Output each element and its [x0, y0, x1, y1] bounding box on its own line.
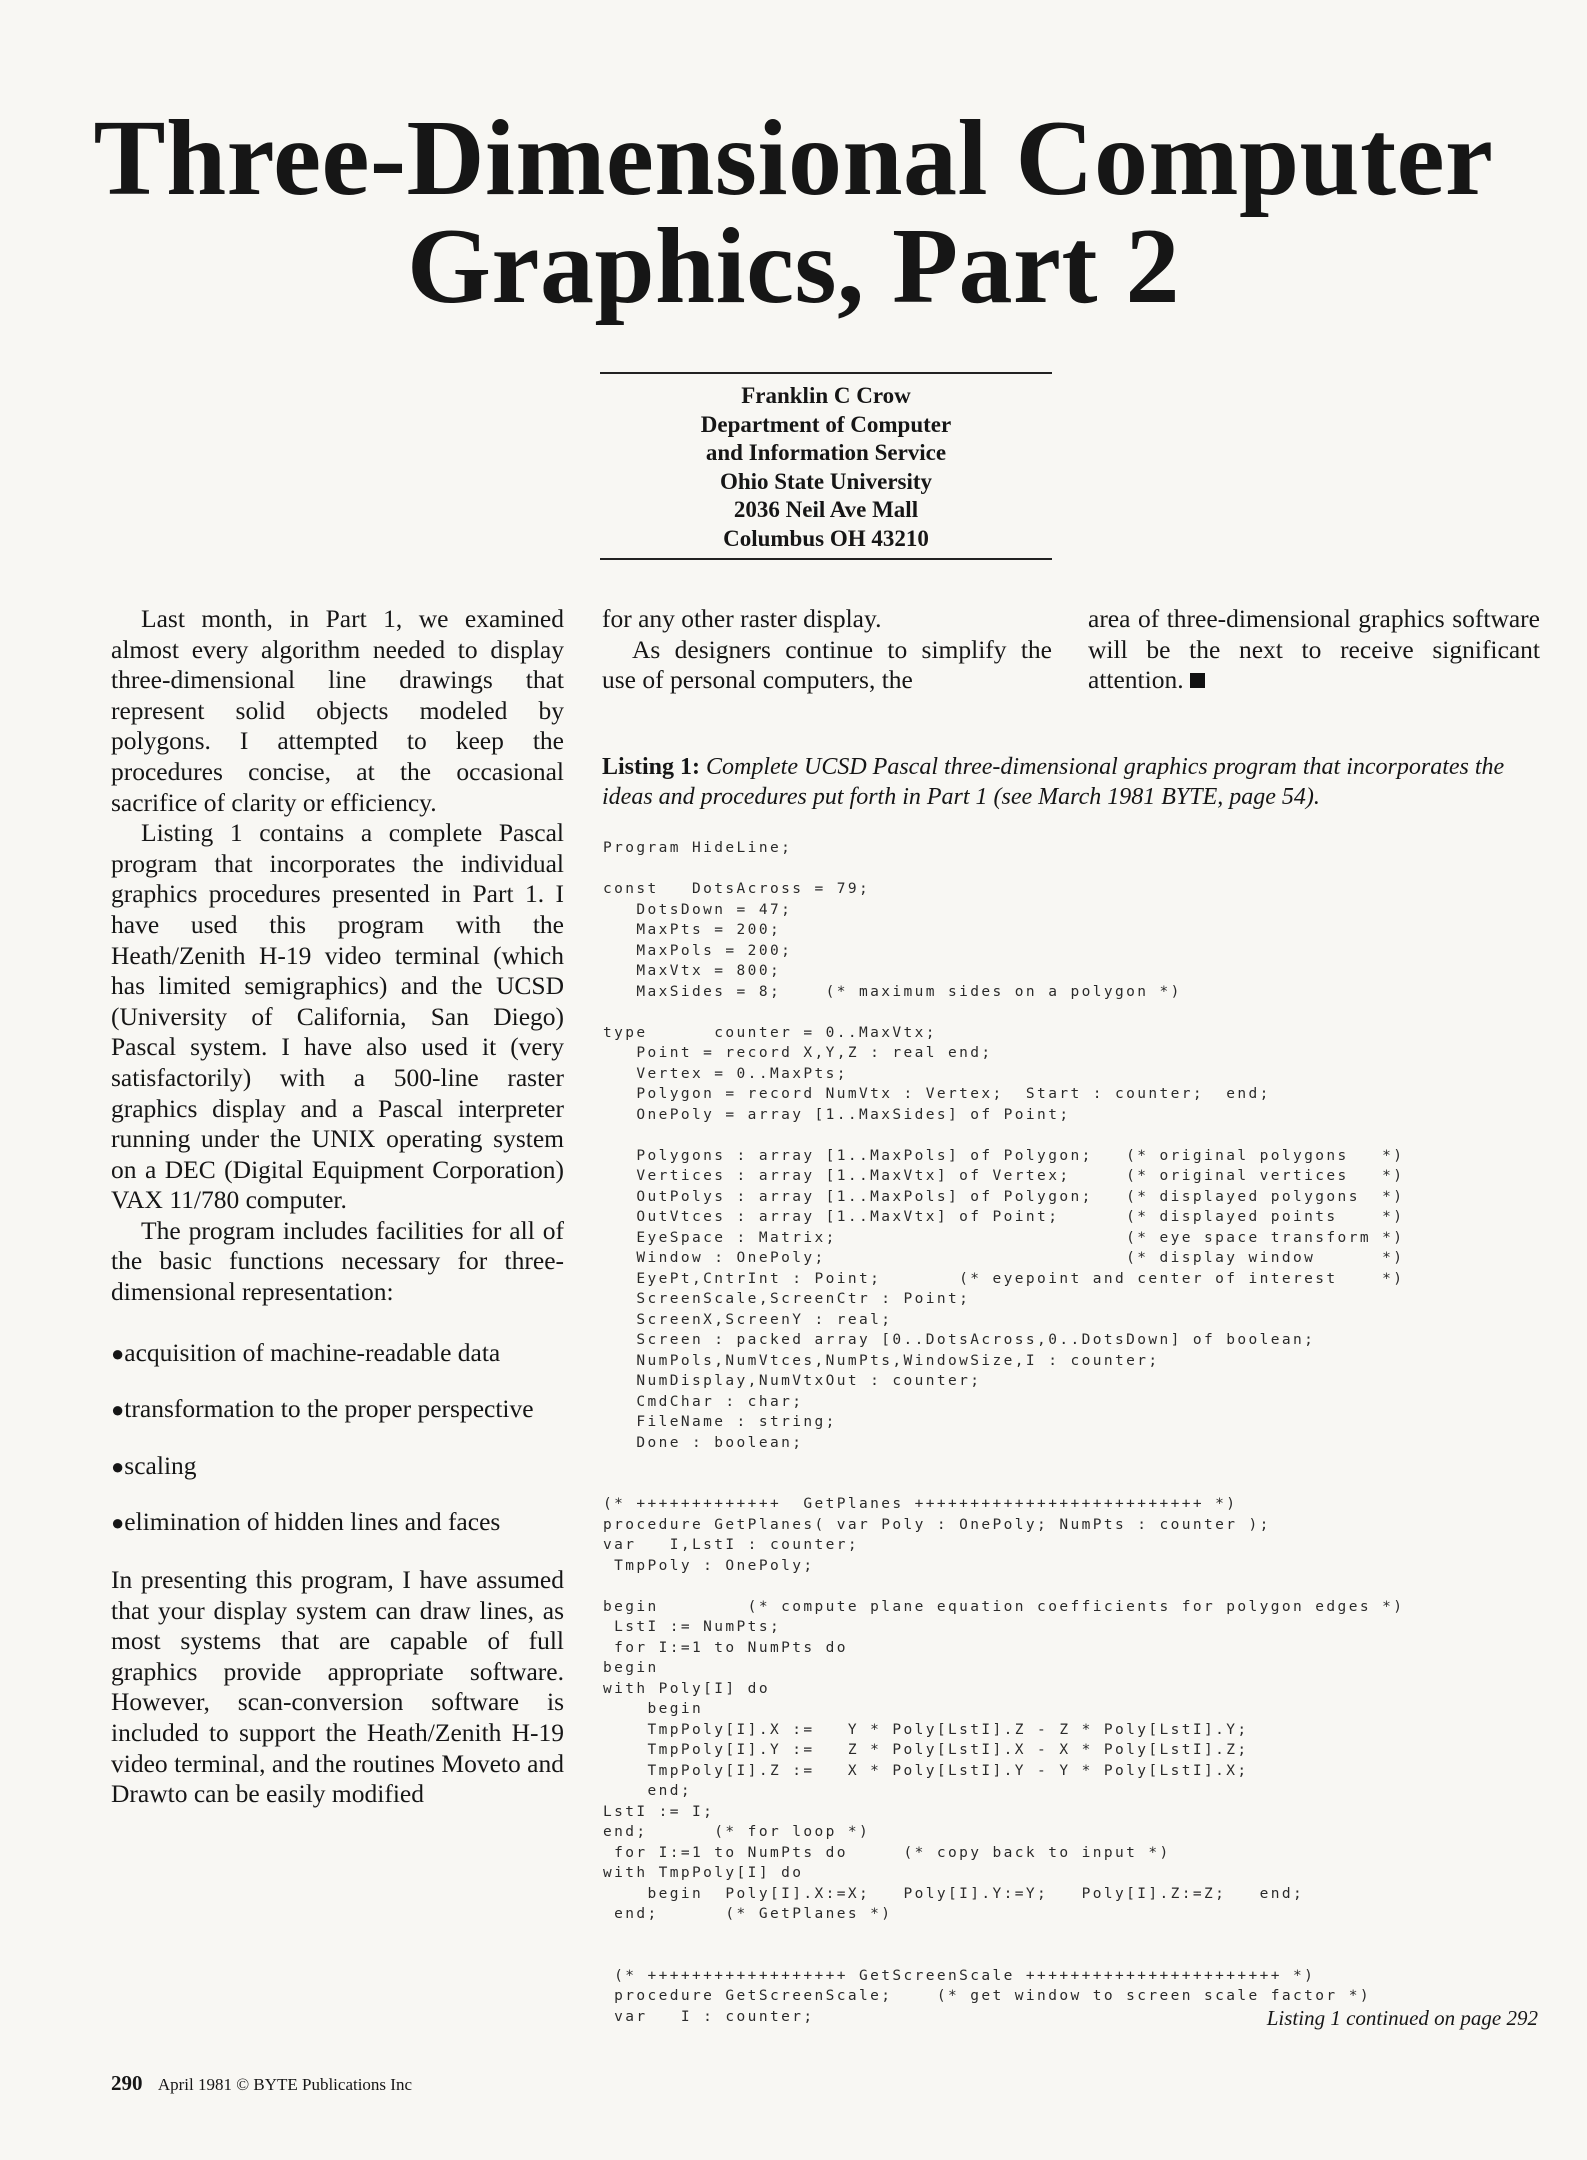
author-name: Franklin C Crow: [741, 383, 911, 408]
listing-continued-note: Listing 1 continued on page 292: [1266, 2006, 1538, 2030]
code-line: [603, 1945, 1533, 1966]
code-line: [603, 1576, 1533, 1597]
code-line: [603, 859, 1533, 880]
code-line: MaxPols = 200;: [603, 942, 793, 959]
code-line: NumDisplay,NumVtxOut : counter;: [603, 1373, 982, 1389]
page-footer: [111, 2071, 412, 2096]
code-line: (* ++++++++++++++++++ GetScreenScale +++++++++++++++++++++++ *): [603, 1967, 1316, 1984]
code-line: [603, 1925, 1533, 1946]
code-line: Done : boolean;: [603, 1434, 804, 1451]
code-line: EyeSpace : Matrix; (* eye space transform *): [603, 1229, 1405, 1246]
col2-paragraph-2: As designers continue to simplify the use of personal computers, the: [602, 634, 1052, 695]
code-line: const DotsAcross = 79;: [603, 881, 871, 897]
title-line-2: Graphics, Part 2: [407, 207, 1180, 326]
author-dept-2: and Information Service: [705, 440, 947, 465]
code-line: Polygons : array [1..MaxPols] of Polygon; (* original polygons *): [603, 1147, 1405, 1164]
code-line: OutVtces : array [1..MaxVtx] of Point; (* displayed points *): [603, 1209, 1405, 1225]
col1-paragraph-2: Listing 1 contains a complete Pascal program that incorporates the individual graphics procedures presented in Part 1. I have used this program with the Heath/Zenith H-19 video terminal (which has limited semigraphics) and the UCSD (University of California, San Diego) Pascal system. I have also used it (very satisfactorily) with a 500-line raster graphics display and a Pascal interpreter running under the UNIX operating system on a DEC (Digital Equipment Corporation) VAX 11/780 computer.: [111, 818, 564, 1215]
byline: [600, 382, 1052, 553]
code-line: ScreenScale,ScreenCtr : Point;: [603, 1291, 971, 1307]
column-3: [1088, 604, 1540, 696]
code-line: procedure GetScreenScale; (* get window to screen scale factor *): [603, 1988, 1371, 2004]
bullet-item: ●acquisition of machine-readable data: [111, 1337, 501, 1367]
code-line: CmdChar : char;: [603, 1393, 804, 1410]
code-line: for I:=1 to NumPts do: [603, 1639, 848, 1656]
code-line: Vertices : array [1..MaxVtx] of Vertex; (* original vertices *): [603, 1168, 1405, 1184]
page-number: 290: [111, 2071, 143, 2095]
code-line: ScreenX,ScreenY : real;: [603, 1311, 893, 1328]
code-line: [603, 1474, 1533, 1495]
bullet-dot-icon: ●: [111, 1453, 125, 1479]
code-line: Program HideLine;: [603, 840, 793, 856]
code-line: Polygon = record NumVtx : Vertex; Start : counter; end;: [603, 1086, 1271, 1102]
code-line: EyePt,CntrInt : Point; (* eyepoint and center of interest *): [603, 1270, 1405, 1287]
code-line: Screen : packed array [0..DotsAcross,0..DotsDown] of boolean;: [603, 1332, 1316, 1348]
bullet-dot-icon: ●: [111, 1510, 125, 1536]
code-line: OutPolys : array [1..MaxPols] of Polygon; (* displayed polygons *): [603, 1188, 1405, 1205]
code-line: [603, 1453, 1533, 1474]
code-line: procedure GetPlanes( var Poly : OnePoly; NumPts : counter );: [603, 1516, 1271, 1533]
code-line: for I:=1 to NumPts do (* copy back to input *): [603, 1844, 1171, 1861]
code-line: LstI := I;: [603, 1803, 715, 1820]
code-line: var I : counter;: [603, 2008, 815, 2025]
col2-paragraph-1: for any other raster display.: [602, 604, 882, 633]
code-line: LstI := NumPts;: [603, 1619, 782, 1635]
code-listing: [603, 838, 1533, 2027]
code-line: Point = record X,Y,Z : real end;: [603, 1045, 993, 1061]
bullet-dot-icon: ●: [111, 1397, 125, 1423]
code-line: OnePoly = array [1..MaxSides] of Point;: [603, 1106, 1071, 1123]
listing-caption-text: Complete UCSD Pascal three-dimensional graphics program that incorporates the ideas and procedures put forth in Part 1 (see March 1981 BYTE, page 54).: [602, 754, 1505, 810]
column-1: [111, 604, 564, 1810]
footer-imprint: April 1981 © BYTE Publications Inc: [157, 2075, 413, 2094]
code-line: begin Poly[I].X:=X; Poly[I].Y:=Y; Poly[I].Z:=Z; end;: [603, 1885, 1305, 1902]
bullet-dot-icon: ●: [111, 1340, 125, 1366]
byline-bottom-rule: [600, 558, 1052, 560]
author-city: Columbus OH 43210: [723, 525, 929, 551]
code-line: begin: [603, 1660, 659, 1676]
code-line: MaxVtx = 800;: [603, 963, 782, 979]
code-line: end; (* for loop *): [603, 1824, 871, 1840]
end-of-article-mark-icon: [1190, 673, 1205, 688]
code-line: with Poly[I] do: [603, 1680, 770, 1697]
author-dept-1: Department of Computer: [700, 411, 952, 437]
listing-caption: [602, 752, 1539, 812]
byline-top-rule: [600, 372, 1052, 374]
bullet-item: ●transformation to the proper perspective: [111, 1394, 534, 1424]
author-street: 2036 Neil Ave Mall: [733, 497, 919, 522]
col1-paragraph-3: The program includes facilities for all of the basic functions necessary for three-dimensional representation:: [111, 1215, 564, 1307]
author-university: Ohio State University: [719, 468, 933, 494]
listing-label: Listing 1:: [602, 754, 701, 780]
code-line: TmpPoly[I].X := Y * Poly[LstI].Z - Z * Poly[LstI].Y;: [603, 1721, 1249, 1738]
title-line-1: Three-Dimensional Computer: [93, 99, 1494, 218]
code-line: end; (* GetPlanes *): [603, 1906, 893, 1922]
code-line: [603, 1125, 1533, 1146]
code-line: TmpPoly[I].Y := Z * Poly[LstI].X - X * Poly[LstI].Z;: [603, 1742, 1249, 1758]
code-line: type counter = 0..MaxVtx;: [603, 1024, 937, 1041]
code-line: TmpPoly : OnePoly;: [603, 1557, 815, 1574]
code-line: NumPols,NumVtces,NumPts,WindowSize,I : counter;: [603, 1352, 1160, 1369]
code-line: var I,LstI : counter;: [603, 1537, 859, 1553]
col1-paragraph-4: In presenting this program, I have assumed that your display system can draw lines, as most systems that are capable of full graphics provide appropriate software. However, scan-conversion software is included to support the Heath/Zenith H-19 video terminal, and the routines Moveto and Drawto can be easily modified: [111, 1565, 564, 1809]
code-line: Vertex = 0..MaxPts;: [603, 1065, 848, 1082]
code-line: FileName : string;: [603, 1414, 837, 1430]
bullet-item: ●scaling: [111, 1450, 197, 1480]
col3-paragraph-1: area of three-dimensional graphics software will be the next to receive significant attention.: [1088, 604, 1540, 695]
code-line: DotsDown = 47;: [603, 901, 793, 918]
article-title: [60, 99, 1527, 326]
column-2: [602, 604, 1052, 696]
bullet-list: [111, 1338, 564, 1539]
bullet-item: ●elimination of hidden lines and faces: [111, 1507, 501, 1537]
code-line: with TmpPoly[I] do: [603, 1865, 804, 1881]
code-line: MaxSides = 8; (* maximum sides on a polygon *): [603, 983, 1182, 1000]
code-line: [603, 1002, 1533, 1023]
code-line: end;: [603, 1783, 693, 1799]
code-line: MaxPts = 200;: [603, 922, 782, 938]
code-line: (* +++++++++++++ GetPlanes ++++++++++++++++++++++++++ *): [603, 1496, 1238, 1512]
code-line: begin: [603, 1701, 704, 1717]
col1-paragraph-1: Last month, in Part 1, we examined almost every algorithm needed to display three-dimensional line drawings that represent solid objects modeled by polygons. I attempted to keep the procedures concise, at the occasional sacrifice of clarity or efficiency.: [111, 604, 564, 817]
code-line: begin (* compute plane equation coefficients for polygon edges *): [603, 1598, 1405, 1615]
code-line: TmpPoly[I].Z := X * Poly[LstI].Y - Y * Poly[LstI].X;: [603, 1762, 1249, 1779]
code-line: Window : OnePoly; (* display window *): [603, 1250, 1405, 1266]
